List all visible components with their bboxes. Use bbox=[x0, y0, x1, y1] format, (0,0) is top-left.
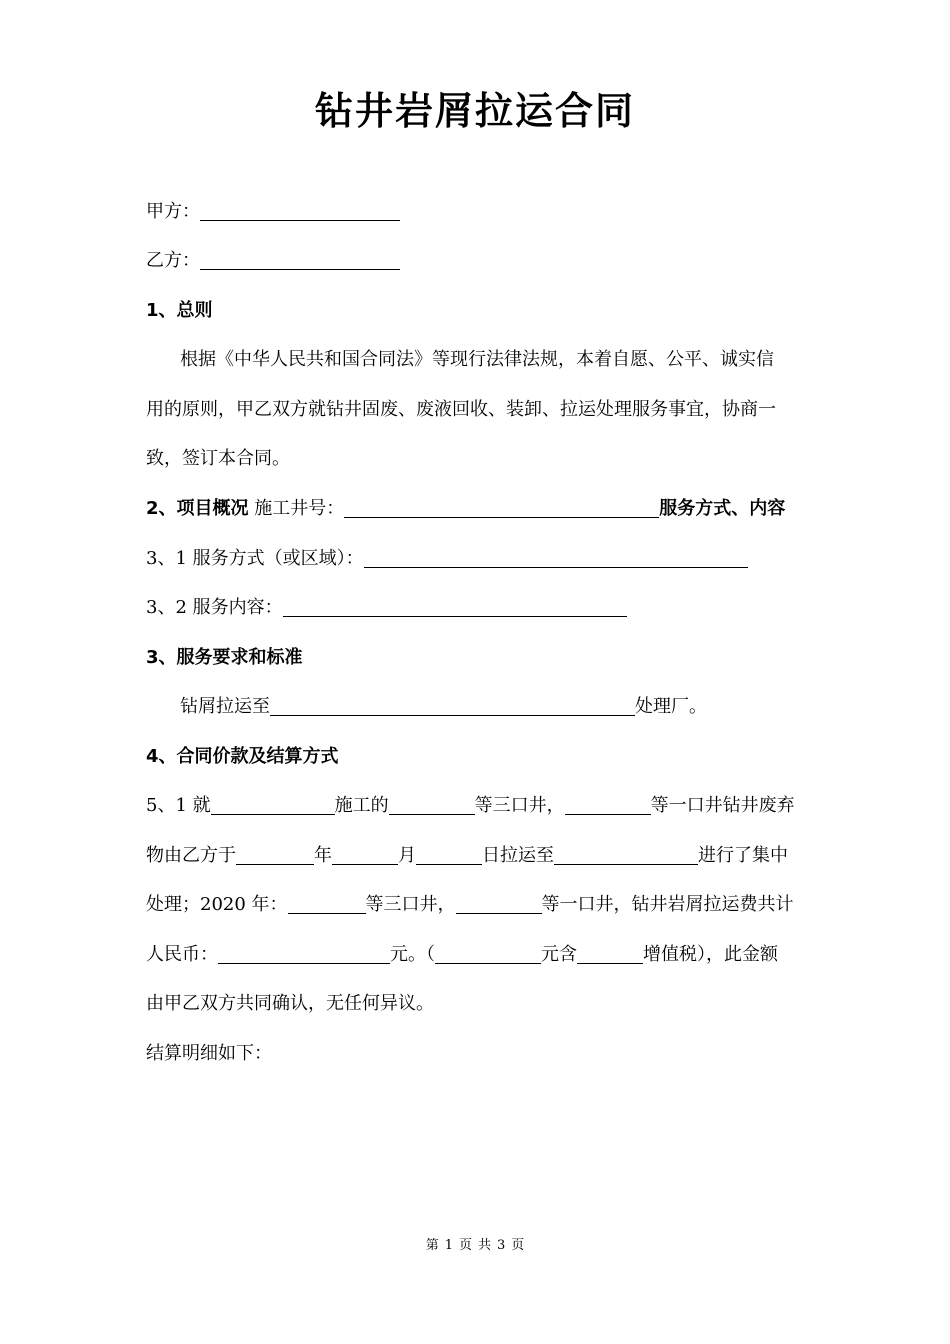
service-content-item-label: 3、2 服务内容： bbox=[146, 597, 283, 618]
clause-5-1-line2 bbox=[146, 841, 788, 871]
clause-text: 等三口井， bbox=[365, 894, 456, 915]
treatment-plant-blank[interactable] bbox=[270, 693, 635, 716]
clause-text: 等一口井，钻井岩屑拉运费共计 bbox=[541, 894, 794, 915]
clause-text: 等一口井钻井废弃 bbox=[650, 795, 795, 816]
clause-5-1-line4 bbox=[146, 940, 778, 970]
section-2-heading: 2、项目概况 bbox=[146, 498, 249, 519]
clause-text: 增值税），此金额 bbox=[643, 944, 778, 965]
treatment-plant-suffix: 处理厂。 bbox=[635, 696, 707, 717]
page-footer bbox=[0, 1234, 950, 1253]
clause-text: 进行了集中 bbox=[698, 845, 788, 866]
clause-text: 元含 bbox=[541, 944, 577, 965]
clause-5-1-line1 bbox=[146, 791, 795, 821]
party-b-label: 乙方： bbox=[146, 250, 200, 271]
service-mode-blank[interactable] bbox=[364, 545, 748, 568]
section-2-line bbox=[146, 494, 785, 524]
service-mode-label: 3、1 服务方式（或区域）： bbox=[146, 548, 364, 569]
clause-text: 年 bbox=[314, 845, 332, 866]
section-3-text bbox=[180, 692, 707, 722]
clause-5-1-line3 bbox=[146, 890, 794, 920]
party-a-line bbox=[146, 197, 400, 227]
year-blank[interactable] bbox=[236, 842, 314, 865]
section-4-heading: 4、合同价款及结算方式 bbox=[146, 746, 339, 767]
party-b-line bbox=[146, 246, 400, 276]
clause-text: 物由乙方于 bbox=[146, 845, 236, 866]
section-3-heading: 3、服务要求和标准 bbox=[146, 647, 303, 668]
service-content-blank[interactable] bbox=[283, 594, 627, 617]
clause-text: 月 bbox=[398, 845, 416, 866]
current-page-number: 1 bbox=[444, 1238, 453, 1253]
section-1-text-line1: 根据《中华人民共和国合同法》等现行法律法规，本着自愿、公平、诚实信 bbox=[180, 349, 774, 370]
well-blank-2[interactable] bbox=[565, 792, 651, 815]
wells-blank-3[interactable] bbox=[288, 891, 366, 914]
project-blank[interactable] bbox=[211, 792, 335, 815]
amount-incl-blank[interactable] bbox=[435, 941, 541, 964]
clause-text: 日拉运至 bbox=[482, 845, 554, 866]
clause-5-1-line5: 由甲乙双方共同确认，无任何异议。 bbox=[146, 993, 434, 1014]
service-mode-line bbox=[146, 544, 748, 574]
service-content-line bbox=[146, 593, 627, 623]
cuttings-transport-label: 钻屑拉运至 bbox=[180, 696, 270, 717]
clause-text: 人民币： bbox=[146, 944, 218, 965]
amount-blank[interactable] bbox=[218, 941, 390, 964]
clause-text: 等三口井， bbox=[474, 795, 565, 816]
footer-text: 页 bbox=[511, 1238, 525, 1253]
well-number-label: 施工井号： bbox=[254, 498, 345, 519]
wells-blank-1[interactable] bbox=[389, 792, 475, 815]
document-title: 钻井岩屑拉运合同 bbox=[314, 89, 635, 133]
clause-text: 施工的 bbox=[334, 795, 389, 816]
total-pages-number: 3 bbox=[497, 1238, 506, 1253]
section-1-text-line3: 致，签订本合同。 bbox=[146, 448, 290, 469]
day-blank[interactable] bbox=[416, 842, 482, 865]
section-1-text-line2: 用的原则，甲乙双方就钻井固废、废液回收、装卸、拉运处理服务事宜，协商一 bbox=[146, 399, 776, 420]
footer-text: 第 bbox=[425, 1238, 439, 1253]
party-b-blank[interactable] bbox=[200, 247, 400, 270]
party-a-label: 甲方： bbox=[146, 201, 200, 222]
settlement-details-label: 结算明细如下： bbox=[146, 1043, 272, 1064]
party-a-blank[interactable] bbox=[200, 198, 400, 221]
clause-text: 元。（ bbox=[390, 944, 435, 965]
well-number-blank[interactable] bbox=[344, 495, 659, 518]
section-1-heading: 1、总则 bbox=[146, 300, 213, 321]
footer-text: 共 bbox=[478, 1238, 492, 1253]
month-blank[interactable] bbox=[332, 842, 398, 865]
vat-blank[interactable] bbox=[577, 941, 643, 964]
well-blank-4[interactable] bbox=[456, 891, 542, 914]
destination-blank[interactable] bbox=[554, 842, 698, 865]
clause-text: 处理；2020 年： bbox=[146, 894, 288, 915]
footer-text: 页 bbox=[458, 1238, 472, 1253]
clause-text: 5、1 就 bbox=[146, 795, 211, 816]
service-content-label: 服务方式、内容 bbox=[659, 498, 786, 519]
